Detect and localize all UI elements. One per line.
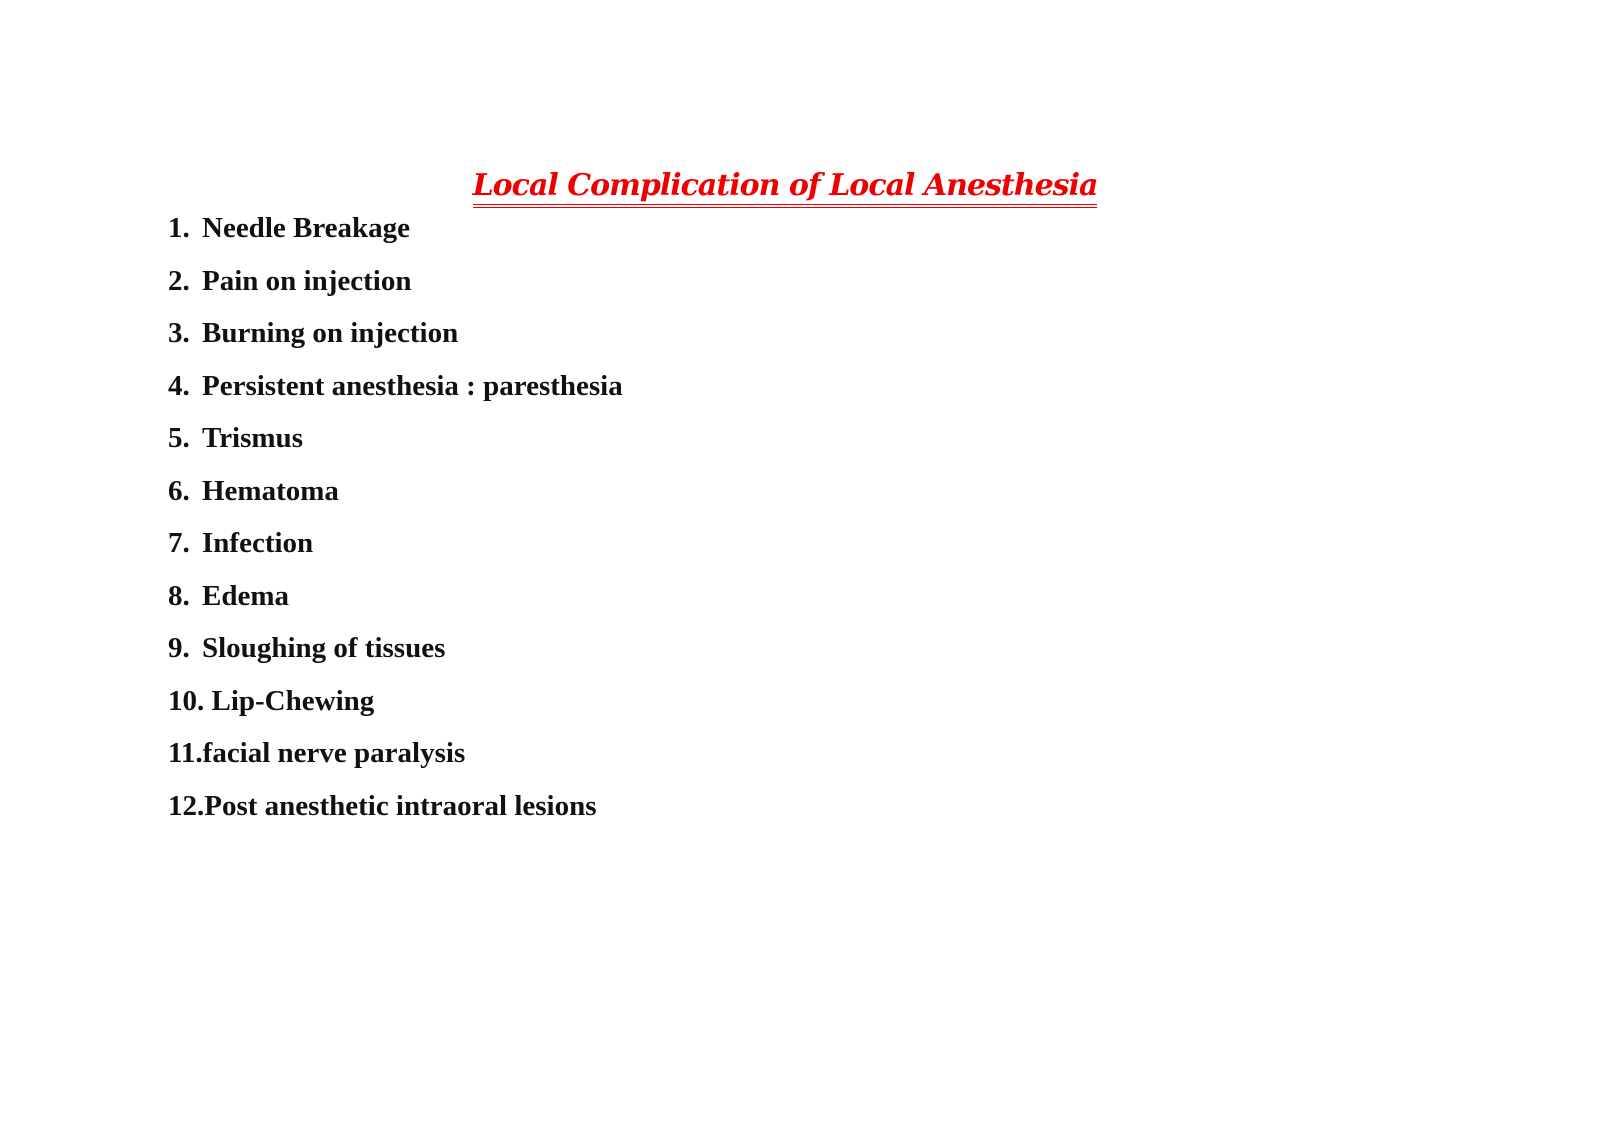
item-text: Sloughing of tissues: [202, 632, 446, 664]
item-number: 12.: [168, 789, 205, 822]
list-item: [168, 261, 623, 314]
item-number: 5.: [168, 422, 190, 454]
item-text: Edema: [202, 579, 289, 612]
document-title-text: Local Complication of Local Anesthesia: [473, 168, 1098, 208]
item-text: facial nerve paralysis: [202, 737, 466, 769]
item-number: 3.: [168, 317, 190, 349]
list-item: [168, 208, 623, 261]
list-item: [168, 418, 623, 471]
item-number: 4.: [168, 369, 190, 402]
list-item: [168, 733, 623, 786]
item-text: Lip-Chewing: [204, 684, 375, 717]
item-number: 7.: [168, 527, 190, 559]
item-text: Needle Breakage: [202, 212, 411, 244]
item-text: Burning on injection: [202, 317, 459, 349]
list-item: [168, 471, 623, 524]
item-number: 10.: [168, 684, 205, 717]
item-number: 1.: [168, 212, 190, 244]
item-number: 9.: [168, 632, 190, 664]
list-item: [168, 628, 623, 681]
item-text: Post anesthetic intraoral lesions: [204, 789, 597, 822]
list-item: [168, 681, 623, 734]
list-item: [168, 576, 623, 629]
document-title: [0, 168, 1600, 208]
item-text: Pain on injection: [202, 264, 412, 297]
list-item: [168, 366, 623, 419]
list-item: [168, 313, 623, 366]
item-text: Infection: [202, 527, 314, 559]
item-number: 2.: [168, 264, 190, 297]
list-item: [168, 523, 623, 576]
item-text: Hematoma: [202, 474, 339, 507]
item-text: Trismus: [202, 422, 303, 454]
item-text: Persistent anesthesia : paresthesia: [202, 369, 623, 402]
item-number: 8.: [168, 579, 190, 612]
item-number: 11.: [168, 737, 203, 769]
list-item: [168, 786, 623, 839]
complications-list: [168, 208, 623, 838]
item-number: 6.: [168, 474, 190, 507]
